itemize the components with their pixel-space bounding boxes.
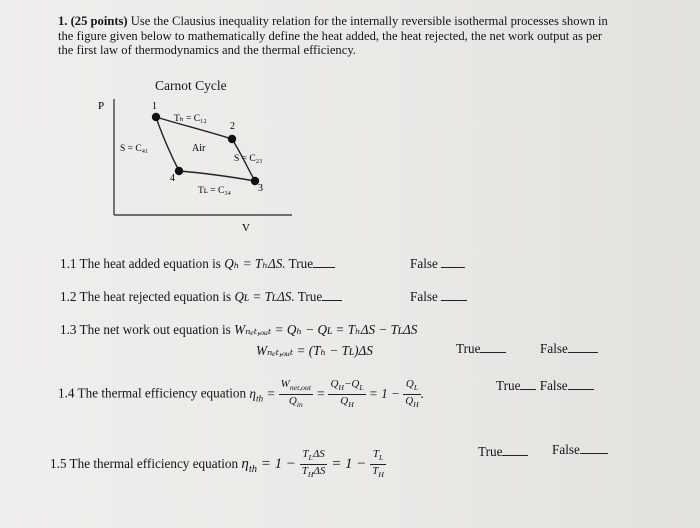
- isentrope-41: [156, 117, 179, 171]
- q13-equation-1: Wₙₑₜ,ₒᵤₜ = Qₕ − Qʟ = TₕΔS − TʟΔS: [234, 322, 418, 337]
- q13-equation-2: Wₙₑₜ,ₒᵤₜ = (Tₕ − Tʟ)ΔS: [256, 343, 373, 358]
- problem-text: Use the Clausius inequality relation for the internally reversible isothermal processes shown in the figure given below to mathematically define the heat added, the heat rejected, the net work output as per the first law of thermodynamics and the thermal efficiency.: [58, 14, 608, 57]
- q14-false-blank[interactable]: [568, 379, 594, 390]
- s23-label: S = C₂₃: [234, 154, 263, 164]
- q14-options: [496, 378, 594, 394]
- q13-true-option: [456, 341, 506, 357]
- diagram-title: Carnot Cycle: [155, 78, 227, 93]
- q14-equation: $\eta_{th}$ = $\frac{W_{net,out}}{Q_{in}}$ = $\frac{Q_H-Q_L}{Q_H}$ = 1 − $\frac{Q_L}{Q_H}$ .: [249, 378, 425, 410]
- q11-lead: The heat added equation is: [79, 256, 221, 271]
- v-axis-label: V: [242, 222, 250, 234]
- state-point-1: [152, 113, 160, 121]
- question-1-2: [60, 289, 342, 305]
- q15-equation: $\eta_{th} = 1$ − $\frac{T_L\Delta S}{T_H\Delta S}$ = 1 − $\frac{T_L}{T_H}$: [241, 448, 384, 480]
- q14-false-label: False: [539, 378, 568, 393]
- tl-label: Tʟ = C₃₄: [198, 186, 231, 196]
- point-label-3: 3: [258, 183, 263, 194]
- q12-false-label: False: [410, 289, 438, 304]
- p-axis-label: P: [98, 100, 105, 112]
- question-1-5: [50, 448, 386, 481]
- question-1-4: [58, 378, 424, 411]
- point-label-2: 2: [230, 121, 235, 132]
- q14-true-blank[interactable]: [520, 379, 536, 390]
- air-label: Air: [192, 143, 206, 154]
- s41-label: S = C₄₁: [120, 144, 149, 154]
- q15-false-option: [552, 442, 608, 458]
- q12-false-blank[interactable]: [441, 290, 467, 301]
- problem-statement: [58, 14, 618, 58]
- carnot-cycle-diagram: [92, 95, 302, 235]
- q15-true-blank[interactable]: [502, 445, 528, 456]
- q12-false-option: [410, 289, 467, 305]
- q12-equation: Qʟ = TʟΔS.: [234, 289, 295, 304]
- q13-number: 1.3: [60, 322, 77, 337]
- q15-true-option: [478, 444, 528, 460]
- q11-equation: Qₕ = TₕΔS.: [224, 256, 286, 271]
- q15-false-blank[interactable]: [580, 443, 608, 454]
- q13-false-option: [540, 341, 598, 357]
- q12-true-label: True: [297, 289, 323, 304]
- q12-true-blank[interactable]: [322, 290, 342, 301]
- problem-number: 1. (25 points): [58, 14, 128, 28]
- q13-true-blank[interactable]: [480, 342, 506, 353]
- point-label-4: 4: [170, 173, 175, 184]
- q15-number: 1.5: [50, 456, 67, 472]
- q13-equation-2-line: [256, 343, 373, 359]
- q13-false-label: False: [540, 341, 568, 356]
- q15-false-label: False: [552, 442, 580, 457]
- q11-false-option: [410, 256, 465, 272]
- isotherm-low: [179, 171, 255, 181]
- question-1-3: [60, 322, 417, 338]
- state-point-2: [228, 135, 236, 143]
- q15-lead: The thermal efficiency equation: [69, 456, 239, 472]
- q13-lead: The net work out equation is: [79, 322, 231, 337]
- q11-true-blank[interactable]: [313, 257, 335, 268]
- q15-true-label: True: [478, 444, 503, 459]
- q12-lead: The heat rejected equation is: [79, 289, 232, 304]
- q14-lead: The thermal efficiency equation: [77, 385, 247, 401]
- q11-number: 1.1: [60, 256, 77, 271]
- q14-true-label: True: [496, 378, 521, 393]
- question-1-1: [60, 256, 335, 272]
- th-label: Tₕ = C₁₂: [174, 114, 207, 124]
- q14-number: 1.4: [58, 385, 75, 401]
- state-point-4: [175, 167, 183, 175]
- q11-false-label: False: [410, 256, 438, 271]
- q12-number: 1.2: [60, 289, 77, 304]
- q11-true-label: True: [288, 256, 314, 271]
- q13-true-label: True: [456, 341, 481, 356]
- point-label-1: 1: [152, 101, 157, 112]
- q11-false-blank[interactable]: [441, 257, 465, 268]
- q13-false-blank[interactable]: [568, 342, 598, 353]
